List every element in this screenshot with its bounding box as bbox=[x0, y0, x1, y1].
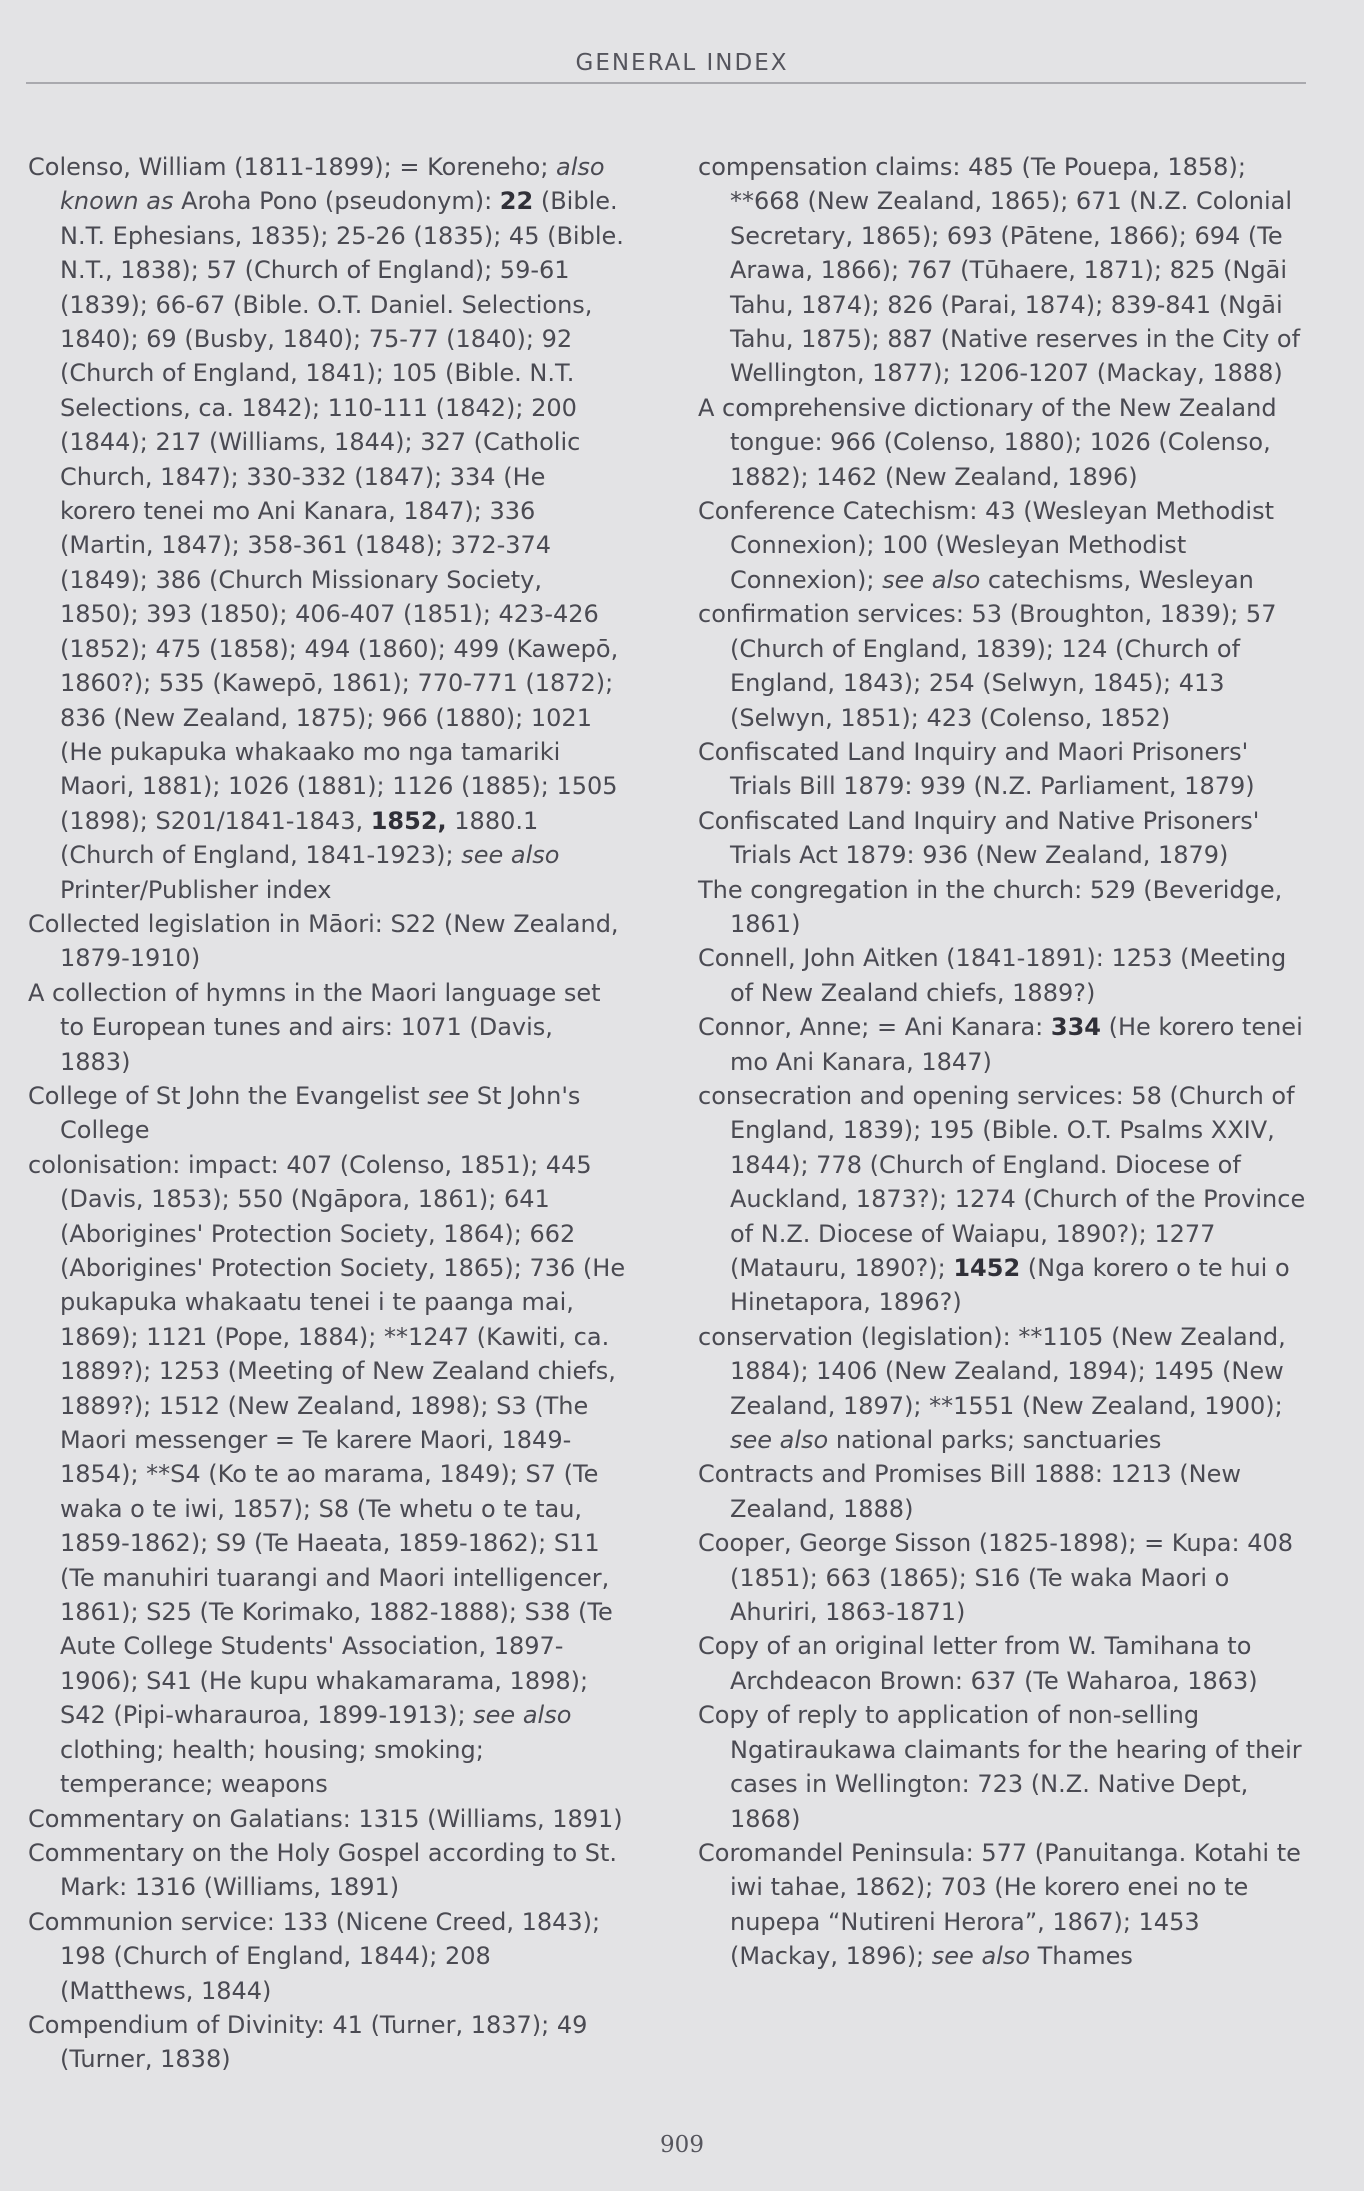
entry-text: College of St John the Evangelist bbox=[28, 1081, 428, 1110]
entry-text: consecration and opening services: 58 (Church of England, 1839); 195 (Bible. O.T. Psalms XXIV, 1844); 778 (Church of England. Diocese of Auckland, 1873?); 1274 (Church of the Province of N.Z. Diocese of Waiapu, 1890?); 1277 (Matauru, 1890?); bbox=[698, 1081, 1306, 1282]
index-entry bbox=[698, 150, 1308, 391]
index-entry bbox=[698, 1698, 1308, 1836]
page-number: 909 bbox=[660, 2132, 704, 2158]
italic-text: see also bbox=[882, 565, 981, 594]
entry-text: Copy of reply to application of non-selling Ngatiraukawa claimants for the hearing of their cases in Wellington: 723 (N.Z. Native Dept, 1868) bbox=[698, 1701, 1302, 1833]
entry-text: catechisms, Wesleyan bbox=[980, 565, 1254, 594]
italic-text: see also bbox=[730, 1426, 829, 1455]
index-entry bbox=[28, 2008, 628, 2077]
index-entry bbox=[698, 1320, 1308, 1458]
index-entry bbox=[28, 1148, 628, 1802]
entry-text: (Bible. N.T. Ephesians, 1835); 25-26 (1835); 45 (Bible. N.T., 1838); 57 (Church of England); 59-61 (1839); 66-67 (Bible. O.T. Daniel. Selections, 1840); 69 (Busby, 1840); 75-77 (1840); 92 (Church of England, 1841); 105 (Bible. N.T. Selections, ca. 1842); 110-111 (1842); 200 (1844); 217 (Williams, 1844); 327 (Catholic Church, 1847); 330-332 (1847); 334 (He korero tenei mo Ani Kanara, 1847); 336 (Martin, 1847); 358-361 (1848); 372-374 (1849); 386 (Church Missionary Society, 1850); 393 (1850); 406-407 (1851); 423-426 (1852); 475 (1858); 494 (1860); 499 (Kawepō, 1860?); 535 (Kawepō, 1861); 770-771 (1872); 836 (New Zealand, 1875); 966 (1880); 1021 (He pukapuka whakaako mo nga tamariki Maori, 1881); 1026 (1881); 1126 (1885); 1505 (1898); S201/1841-1843, bbox=[60, 187, 624, 835]
index-entry bbox=[698, 941, 1308, 1010]
left-column bbox=[28, 150, 628, 2077]
index-entry bbox=[698, 597, 1308, 735]
italic-text: see bbox=[427, 1081, 470, 1110]
entry-text: Printer/Publisher index bbox=[60, 875, 332, 904]
index-entry bbox=[28, 1905, 628, 2008]
bold-reference: 1452 bbox=[953, 1254, 1021, 1282]
entry-text: compensation claims: 485 (Te Pouepa, 1858); **668 (New Zealand, 1865); 671 (N.Z. Colonial Secretary, 1865); 693 (Pātene, 1866); 694 (Te Arawa, 1866); 767 (Tūhaere, 1871); 825 (Ngāi Tahu, 1874); 826 (Parai, 1874); 839-841 (Ngāi Tahu, 1875); 887 (Native reserves in the City of Wellington, 1877); 1206-1207 (Mackay, 1888) bbox=[698, 153, 1301, 388]
entry-text: Connor, Anne; = Ani Kanara: bbox=[698, 1013, 1051, 1042]
entry-text: Contracts and Promises Bill 1888: 1213 (New Zealand, 1888) bbox=[698, 1460, 1241, 1523]
entry-text: 1880.1 (Church of England, 1841-1923); bbox=[60, 806, 539, 870]
entry-text: Coromandel Peninsula: 577 (Panuitanga. Kotahi te iwi tahae, 1862); 703 (He korero enei no te nupepa “Nutireni Herora”, 1867); 1453 (Mackay, 1896); bbox=[698, 1838, 1301, 1971]
index-entry bbox=[28, 976, 628, 1079]
bold-reference: 334 bbox=[1050, 1013, 1101, 1042]
entry-text: Aroha Pono (pseudonym): bbox=[173, 187, 500, 216]
entry-text: Colenso, William (1811-1899); = Koreneho; bbox=[28, 153, 557, 181]
entry-text: clothing; health; housing; smoking; temperance; weapons bbox=[60, 1735, 484, 1799]
running-header: GENERAL INDEX bbox=[575, 50, 789, 76]
entry-text: Copy of an original letter from W. Tamihana to Archdeacon Brown: 637 (Te Waharoa, 1863) bbox=[698, 1632, 1258, 1695]
index-entry bbox=[698, 391, 1308, 494]
index-entry bbox=[698, 1526, 1308, 1629]
entry-text: Cooper, George Sisson (1825-1898); = Kupa: 408 (1851); 663 (1865); S16 (Te waka Maori o Ahuriri, 1863-1871) bbox=[698, 1529, 1294, 1627]
entry-text: Collected legislation in Māori: S22 (New Zealand, 1879-1910) bbox=[28, 909, 619, 973]
index-entry bbox=[698, 1457, 1308, 1526]
index-entry bbox=[698, 804, 1308, 873]
index-entry bbox=[698, 1629, 1308, 1698]
entry-text: St John's College bbox=[60, 1081, 581, 1145]
italic-text: see also bbox=[931, 1942, 1031, 1971]
italic-text: see also bbox=[473, 1701, 572, 1730]
index-entry bbox=[698, 873, 1308, 942]
entry-text: Communion service: 133 (Nicene Creed, 1843); 198 (Church of England, 1844); 208 (Matthews, 1844) bbox=[28, 1907, 601, 2005]
entry-text: colonisation: impact: 407 (Colenso, 1851); 445 (Davis, 1853); 550 (Ngāpora, 1861); 641 (Aborigines' Protection Society, 1864); 662 (Aborigines' Protection Society, 1865); 736 (He pukapuka whakaatu tenei i te paanga mai, 1869); 1121 (Pope, 1884); **1247 (Kawiti, ca. 1889?); 1253 (Meeting of New Zealand chiefs, 1889?); 1512 (New Zealand, 1898); S3 (The Maori messenger = Te karere Maori, 1849-1854); **S4 (Ko te ao marama, 1849); S7 (Te waka o te iwi, 1857); S8 (Te whetu o te tau, 1859-1862); S9 (Te Haeata, 1859-1862); S11 (Te manuhiri tuarangi and Maori intelligencer, 1861); S25 (Te Korimako, 1882-1888); S38 (Te Aute College Students' Association, 1897-1906); S41 (He kupu whakamarama, 1898); S42 (Pipi-wharauroa, 1899-1913); bbox=[28, 1150, 626, 1730]
italic-text: also known as bbox=[60, 153, 605, 216]
entry-text: Connell, John Aitken (1841-1891): 1253 (Meeting of New Zealand chiefs, 1889?) bbox=[698, 944, 1287, 1007]
entry-text: national parks; sanctuaries bbox=[828, 1426, 1162, 1455]
entry-text: Compendium of Divinity: 41 (Turner, 1837); 49 (Turner, 1838) bbox=[28, 2010, 588, 2074]
entry-text: confirmation services: 53 (Broughton, 1839); 57 (Church of England, 1839); 124 (Church of England, 1843); 254 (Selwyn, 1845); 413 (Selwyn, 1851); 423 (Colenso, 1852) bbox=[698, 600, 1277, 732]
index-entry bbox=[28, 907, 628, 976]
bold-reference: 22 bbox=[499, 187, 534, 216]
italic-text: see also bbox=[461, 841, 560, 870]
bold-reference: 1852, bbox=[370, 806, 447, 835]
index-entry bbox=[28, 1802, 628, 1836]
header-rule bbox=[26, 82, 1306, 84]
entry-text: Commentary on the Holy Gospel according to St. Mark: 1316 (Williams, 1891) bbox=[28, 1838, 618, 1902]
entry-text: conservation (legislation): **1105 (New Zealand, 1884); 1406 (New Zealand, 1894); 1495 (New Zealand, 1897); **1551 (New Zealand, 1900); bbox=[698, 1322, 1286, 1420]
right-column bbox=[698, 150, 1308, 1974]
entry-text: Conference Catechism: 43 (Wesleyan Methodist Connexion); 100 (Wesleyan Methodist Connexion); bbox=[698, 497, 1274, 594]
index-entry bbox=[698, 1079, 1308, 1320]
index-entry bbox=[698, 1836, 1308, 1974]
index-entry bbox=[698, 735, 1308, 804]
entry-text: Commentary on Galatians: 1315 (Williams, 1891) bbox=[28, 1804, 623, 1833]
entry-text: The congregation in the church: 529 (Beveridge, 1861) bbox=[698, 875, 1283, 938]
entry-text: A collection of hymns in the Maori language set to European tunes and airs: 1071 (Davis, 1883) bbox=[28, 978, 601, 1076]
index-entry bbox=[698, 1010, 1308, 1079]
entry-text: (Nga korero o te hui o Hinetapora, 1896?) bbox=[730, 1254, 1290, 1317]
index-entry bbox=[28, 1079, 628, 1148]
entry-text: A comprehensive dictionary of the New Zealand tongue: 966 (Colenso, 1880); 1026 (Colenso, 1882); 1462 (New Zealand, 1896) bbox=[698, 393, 1277, 491]
entry-text: (He korero tenei mo Ani Kanara, 1847) bbox=[730, 1013, 1303, 1076]
entry-text: Confiscated Land Inquiry and Native Prisoners' Trials Act 1879: 936 (New Zealand, 1879) bbox=[698, 806, 1260, 870]
entry-text: Thames bbox=[1030, 1942, 1133, 1971]
index-entry bbox=[28, 1836, 628, 1905]
index-entry bbox=[28, 150, 628, 907]
entry-text: Confiscated Land Inquiry and Maori Prisoners' Trials Bill 1879: 939 (N.Z. Parliament, 1879) bbox=[698, 737, 1255, 801]
index-entry bbox=[698, 494, 1308, 597]
